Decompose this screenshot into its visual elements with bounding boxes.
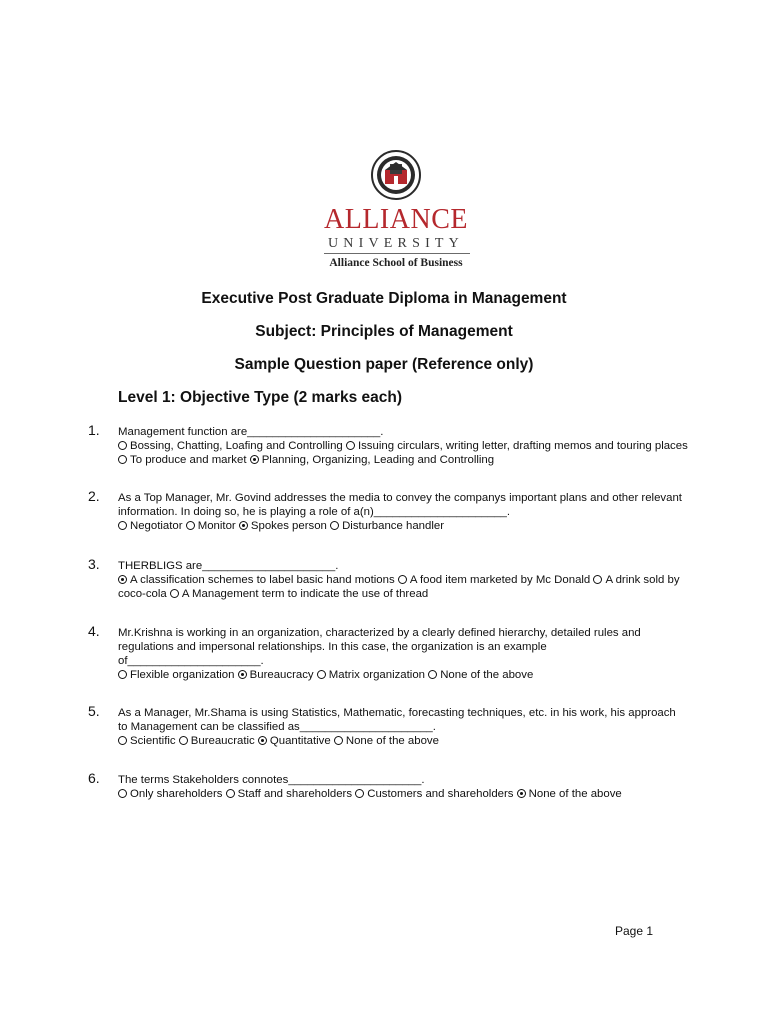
question-number: 2. (88, 488, 100, 504)
answer-option[interactable] (186, 520, 236, 532)
radio-selected-icon[interactable] (250, 455, 259, 464)
answer-option-label: Bossing, Chatting, Loafing and Controlling (130, 440, 343, 452)
radio-unselected-icon[interactable] (118, 455, 127, 464)
university-logo (316, 150, 476, 274)
answer-option-label: Flexible organization (130, 669, 235, 681)
programme-title: Executive Post Graduate Diploma in Management (201, 290, 567, 307)
question-number: 1. (88, 422, 100, 438)
answer-option-label: Spokes person (250, 520, 327, 532)
question-number: 4. (88, 623, 100, 639)
answer-option-label: A classification schemes to label basic hand motions (130, 574, 395, 586)
radio-unselected-icon[interactable] (118, 670, 127, 679)
question (88, 556, 688, 601)
question-number: 5. (88, 703, 100, 719)
question (88, 623, 688, 682)
question-text: As a Top Manager, Mr. Govind addresses the media to convey the companys important plans and other relevant information. In doing so, he is playing a role of a(n)_____________________. (118, 492, 682, 518)
radio-unselected-icon[interactable] (186, 521, 195, 530)
answer-option-label: None of the above (528, 788, 622, 800)
answer-option[interactable] (179, 735, 255, 747)
paper-title: Sample Question paper (Reference only) (234, 356, 534, 373)
radio-unselected-icon[interactable] (226, 789, 235, 798)
answer-option[interactable] (334, 735, 439, 747)
radio-unselected-icon[interactable] (317, 670, 326, 679)
answer-option-label: Bureaucratic (190, 735, 255, 747)
answer-option[interactable] (517, 788, 622, 800)
answer-option-label: None of the above (440, 669, 534, 681)
answer-option[interactable] (118, 454, 247, 466)
radio-selected-icon[interactable] (118, 575, 127, 584)
radio-selected-icon[interactable] (239, 521, 248, 530)
answer-option[interactable] (170, 588, 428, 600)
answer-option[interactable] (330, 520, 444, 532)
answer-option-label: Issuing circulars, writing letter, drafting memos and touring places (357, 440, 688, 452)
answer-options (118, 788, 622, 800)
answer-options (118, 440, 688, 466)
answer-option-label: To produce and market (130, 454, 247, 466)
answer-option[interactable] (118, 520, 183, 532)
answer-option[interactable] (355, 788, 513, 800)
radio-unselected-icon[interactable] (330, 521, 339, 530)
answer-option-label: Customers and shareholders (367, 788, 514, 800)
question-text: Mr.Krishna is working in an organization, characterized by a clearly defined hierarchy, detailed rules and regulations and impersonal relationships. In this case, the organization is an example of_____________________. (118, 627, 641, 667)
radio-unselected-icon[interactable] (593, 575, 602, 584)
answer-option[interactable] (398, 574, 590, 586)
answer-option-label: Disturbance handler (342, 520, 445, 532)
answer-option-label: Negotiator (130, 520, 183, 532)
answer-option[interactable] (428, 669, 533, 681)
question-body (118, 559, 688, 601)
radio-unselected-icon[interactable] (118, 736, 127, 745)
answer-option-label: Matrix organization (328, 669, 426, 681)
answer-option-label: None of the above (345, 735, 439, 747)
answer-option-label: A food item marketed by Mc Donald (409, 574, 591, 586)
page-number: Page 1 (615, 924, 654, 938)
subject-title: Subject: Principles of Management (255, 323, 513, 340)
question-body (118, 706, 688, 748)
answer-option-label: Scientific (130, 735, 176, 747)
question-text: As a Manager, Mr.Shama is using Statistics, Mathematic, forecasting techniques, etc. in his work, his approach to Management can be classified as_____________________. (118, 707, 676, 733)
radio-unselected-icon[interactable] (179, 736, 188, 745)
answer-option[interactable] (118, 788, 222, 800)
question-text: THERBLIGS are_____________________. (118, 560, 339, 572)
question-text: Management function are_____________________. (118, 426, 384, 438)
answer-option-label: Planning, Organizing, Leading and Controlling (261, 454, 495, 466)
answer-option[interactable] (250, 454, 494, 466)
answer-option[interactable] (118, 574, 395, 586)
answer-option[interactable] (346, 440, 688, 452)
university-seal-icon (371, 150, 421, 200)
question (88, 770, 688, 801)
question-body (118, 491, 688, 533)
answer-option-label: Staff and shareholders (237, 788, 353, 800)
answer-option[interactable] (258, 735, 331, 747)
question (88, 703, 688, 748)
answer-options (118, 669, 533, 681)
question-body (118, 773, 688, 801)
radio-unselected-icon[interactable] (170, 589, 179, 598)
radio-selected-icon[interactable] (258, 736, 267, 745)
answer-option-label: Bureaucracy (249, 669, 314, 681)
radio-unselected-icon[interactable] (428, 670, 437, 679)
answer-option[interactable] (238, 669, 314, 681)
logo-divider (324, 253, 470, 254)
answer-option[interactable] (118, 735, 176, 747)
answer-option-label: Monitor (197, 520, 236, 532)
question-body (118, 626, 688, 682)
section-title: Level 1: Objective Type (2 marks each) (118, 389, 403, 406)
answer-options (118, 520, 444, 532)
answer-option[interactable] (239, 520, 327, 532)
question-body (118, 425, 688, 467)
question (88, 422, 688, 467)
radio-unselected-icon[interactable] (118, 789, 127, 798)
logo-brand-text: ALLIANCE (324, 204, 468, 235)
answer-option-label: A Management term to indicate the use of thread (181, 588, 429, 600)
question-text: The terms Stakeholders connotes_____________________. (118, 774, 425, 786)
question-number: 3. (88, 556, 100, 572)
question (88, 488, 688, 533)
answer-option[interactable] (118, 669, 234, 681)
logo-university-text: UNIVERSITY (328, 236, 464, 251)
radio-unselected-icon[interactable] (346, 441, 355, 450)
answer-options (118, 735, 439, 747)
answer-option-label: A drink sold by coco-cola (118, 574, 680, 600)
logo-school-text: Alliance School of Business (329, 257, 463, 269)
radio-unselected-icon[interactable] (118, 441, 127, 450)
answer-option-label: Only shareholders (130, 788, 223, 800)
radio-unselected-icon[interactable] (398, 575, 407, 584)
radio-unselected-icon[interactable] (355, 789, 364, 798)
question-number: 6. (88, 770, 100, 786)
radio-selected-icon[interactable] (238, 670, 247, 679)
radio-selected-icon[interactable] (517, 789, 526, 798)
answer-option-label: Quantitative (269, 735, 331, 747)
radio-unselected-icon[interactable] (334, 736, 343, 745)
answer-option[interactable] (317, 669, 425, 681)
answer-option[interactable] (118, 440, 343, 452)
answer-options (118, 574, 680, 600)
answer-option[interactable] (226, 788, 352, 800)
radio-unselected-icon[interactable] (118, 521, 127, 530)
